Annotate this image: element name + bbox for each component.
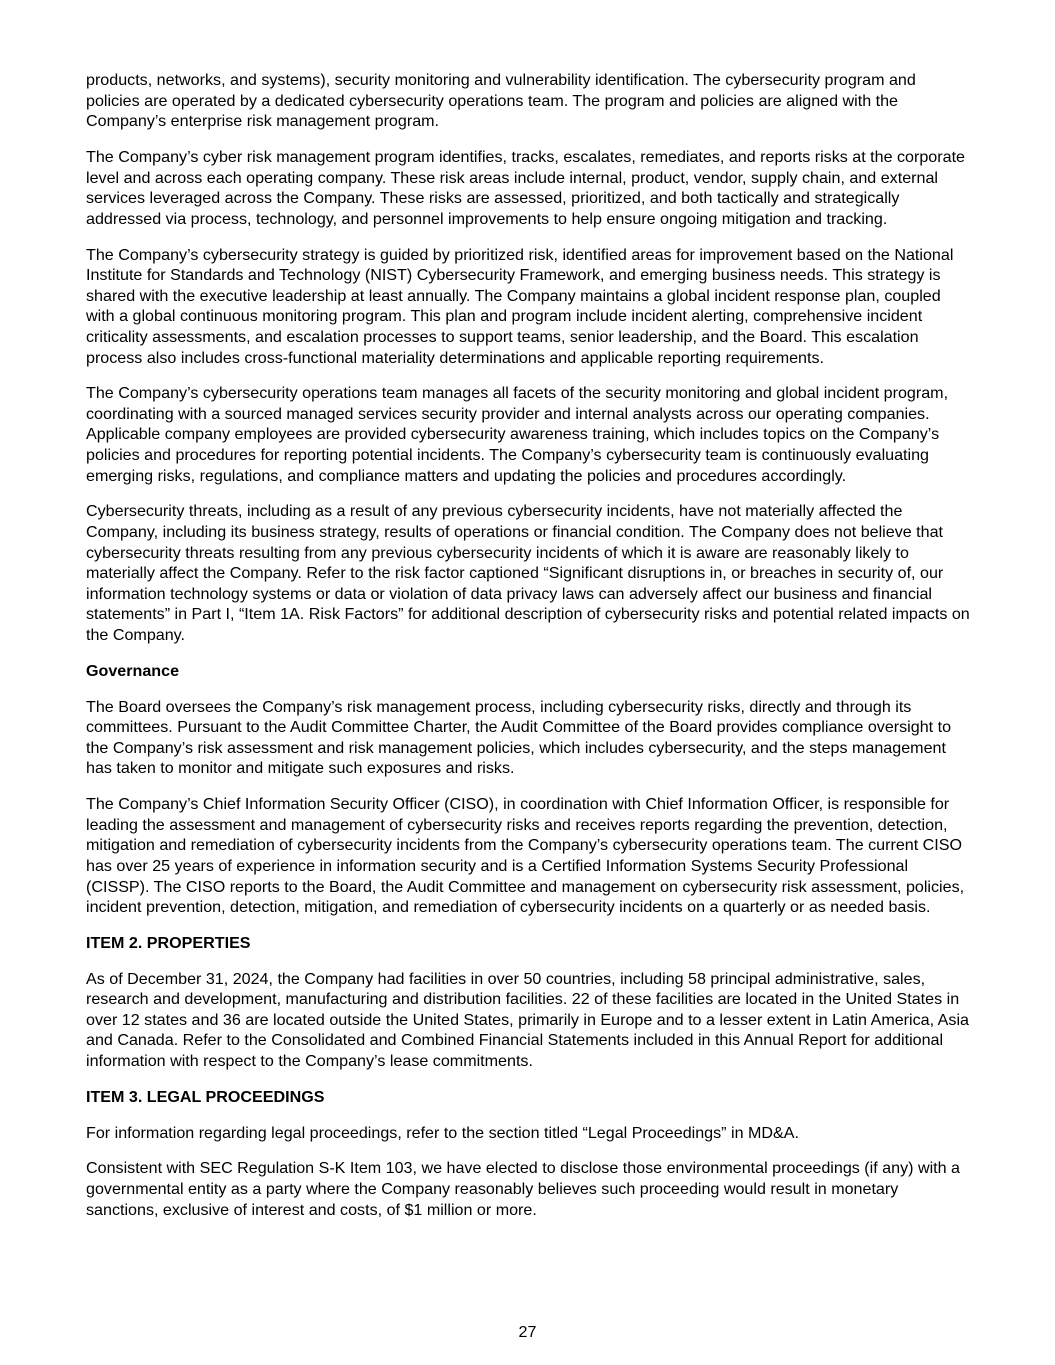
- ciso-paragraph: The Company’s Chief Information Security Officer (CISO), in coordination with Chief Information Officer, is responsible for leading the assessment and management of cybersecurity risks and receives reports regarding the prevention, detection, mitigation and remediation of cybersecurity incidents from the Company’s cybersecurity operations team. The current CISO has over 25 years of experience in information security and is a Certified Information Systems Security Professional (CISSP). The CISO reports to the Board, the Audit Committee and management on cybersecurity risk assessment, policies, incident prevention, detection, mitigation, and remediation of cybersecurity incidents on a quarterly or as needed basis.: [86, 795, 965, 917]
- item-3-legal-proceedings-heading: ITEM 3. LEGAL PROCEEDINGS: [86, 1087, 325, 1106]
- cybersecurity-program-paragraph: products, networks, and systems), security monitoring and vulnerability identification. The cybersecurity program and policies are operated by a dedicated cybersecurity operations team. The program and policies are aligned with the Company’s enterprise risk management program.: [86, 71, 916, 131]
- cybersecurity-strategy-paragraph: The Company’s cybersecurity strategy is guided by prioritized risk, identified areas for improvement based on the National Institute for Standards and Technology (NIST) Cybersecurity Framework, and emerging business needs. This strategy is shared with the executive leadership at least annually. The Company maintains a global incident response plan, coupled with a global continuous monitoring program. This plan and program include incident alerting, comprehensive incident criticality assessments, and escalation processes to support teams, senior leadership, and the Board. This escalation process also includes cross-functional materiality determinations and applicable reporting requirements.: [86, 245, 954, 367]
- cybersecurity-operations-paragraph: The Company’s cybersecurity operations team manages all facets of the security monitoring and global incident program, coordinating with a sourced managed services security provider and internal analysts across our operating companies. Applicable company employees are provided cybersecurity awareness training, which includes topics on the Company’s policies and procedures for reporting potential incidents. The Company’s cybersecurity team is continuously evaluating emerging risks, regulations, and compliance matters and updating the policies and procedures accordingly.: [86, 384, 949, 485]
- properties-paragraph: As of December 31, 2024, the Company had facilities in over 50 countries, including 58 principal administrative, sales, research and development, manufacturing and distribution facilities. 22 of these facilities are located in the United States in over 12 states and 36 are located outside the United States, primarily in Europe and to a lesser extent in Latin America, Asia and Canada. Refer to the Consolidated and Combined Financial Statements included in this Annual Report for additional information with respect to the Company’s lease commitments.: [86, 969, 969, 1071]
- board-oversight-paragraph: The Board oversees the Company’s risk management process, including cybersecurity risks, directly and through its committees. Pursuant to the Audit Committee Charter, the Audit Committee of the Board provides compliance oversight to the Company’s risk assessment and risk management policies, which includes cybersecurity, and the steps management has taken to monitor and mitigate such exposures and risks.: [86, 697, 952, 778]
- cyber-risk-management-paragraph: The Company’s cyber risk management program identifies, tracks, escalates, remediates, and reports risks at the corporate level and across each operating company. These risk areas include internal, product, vendor, supply chain, and external services leveraged across the Company. These risks are assessed, prioritized, and both tactically and strategically addressed via process, technology, and personnel improvements to help ensure ongoing mitigation and tracking.: [86, 147, 965, 228]
- cybersecurity-threats-paragraph: Cybersecurity threats, including as a result of any previous cybersecurity incidents, have not materially affected the Company, including its business strategy, results of operations or financial condition. The Company does not believe that cybersecurity threats resulting from any previous cybersecurity incidents of which it is aware are reasonably likely to materially affect the Company. Refer to the risk factor captioned “Significant disruptions in, or breaches in security of, our information technology systems or data or violation of data privacy laws can adversely affect our business and financial statements” in Part I, “Item 1A. Risk Factors” for additional description of cybersecurity risks and potential related impacts on the Company.: [86, 502, 970, 644]
- environmental-proceedings-paragraph: Consistent with SEC Regulation S-K Item 103, we have elected to disclose those environmental proceedings (if any) with a governmental entity as a party where the Company reasonably believes such proceeding would result in monetary sanctions, exclusive of interest and costs, of $1 million or more.: [86, 1159, 960, 1219]
- document-body: [86, 70, 972, 1235]
- page-number: 27: [518, 1323, 537, 1341]
- governance-heading: Governance: [86, 661, 180, 680]
- legal-proceedings-reference-paragraph: For information regarding legal proceedings, refer to the section titled “Legal Proceedings” in MD&A.: [86, 1123, 799, 1142]
- item-2-properties-heading: ITEM 2. PROPERTIES: [86, 933, 251, 952]
